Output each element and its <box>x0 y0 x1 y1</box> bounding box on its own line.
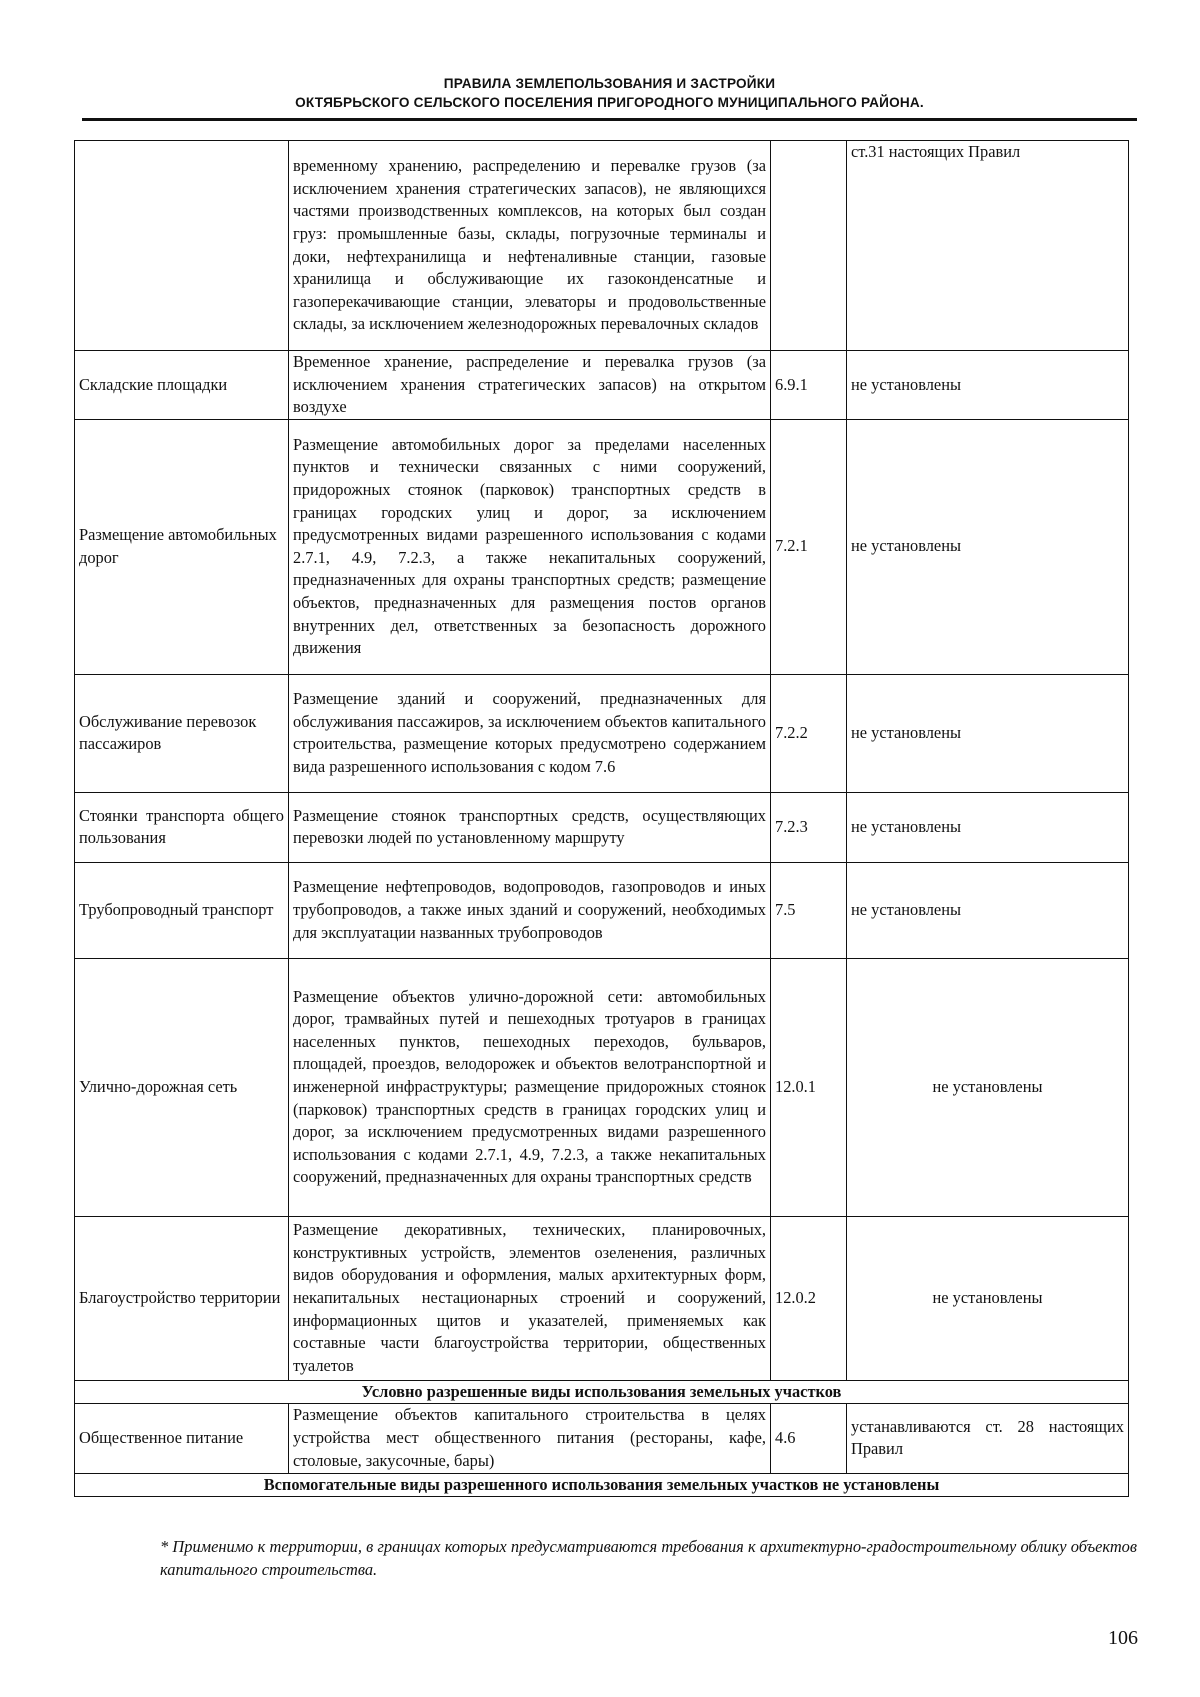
table-row <box>75 1216 1129 1380</box>
use-description-cell: Размещение нефтепроводов, водопроводов, газопроводов и иных трубопроводов, а также иных зданий и сооружений, необходимых для эксплуатации названных трубопроводов <box>289 862 771 958</box>
use-code-cell: 12.0.2 <box>771 1216 847 1380</box>
use-name-cell: Обслуживание перевозок пассажиров <box>75 674 289 792</box>
table-row <box>75 141 1129 351</box>
use-name-cell: Размещение автомобильных дорог <box>75 419 289 674</box>
document-header <box>82 74 1137 112</box>
use-params-cell: устанавливаются ст. 28 настоящих Правил <box>847 1403 1129 1473</box>
use-code-cell: 6.9.1 <box>771 351 847 420</box>
table-row <box>75 1403 1129 1473</box>
land-use-table <box>74 140 1129 1497</box>
section-auxiliary-title: Вспомогательные виды разрешенного использования земельных участков не установлены <box>75 1473 1129 1496</box>
use-params-cell: не установлены <box>847 674 1129 792</box>
use-name-cell: Складские площадки <box>75 351 289 420</box>
use-description-cell: Размещение стоянок транспортных средств, осуществляющих перевозки людей по установленному маршруту <box>289 792 771 862</box>
use-description-cell: Размещение объектов капитального строительства в целях устройства мест общественного питания (рестораны, кафе, столовые, закусочные, бары) <box>289 1403 771 1473</box>
section-conditional-title: Условно разрешенные виды использования земельных участков <box>75 1380 1129 1403</box>
table-row <box>75 351 1129 420</box>
table-row <box>75 419 1129 674</box>
use-description-cell: Размещение зданий и сооружений, предназначенных для обслуживания пассажиров, за исключением объектов капитального строительства, размещение которых предусмотрено содержанием вида разрешенного использования с кодом 7.6 <box>289 674 771 792</box>
use-code-cell: 7.2.3 <box>771 792 847 862</box>
use-description-cell: Размещение объектов улично-дорожной сети: автомобильных дорог, трамвайных путей и пешеходных тротуаров в границах населенных пунктов, пешеходных переходов, бульваров, площадей, проездов, велодорожек и объектов велотранспортной и инженерной инфраструктуры; размещение придорожных стоянок (парковок) транспортных средств в границах городских улиц и дорог, за исключением предусмотренных видами разрешенного использования с кодами 2.7.1, 4.9, 7.2.3, а также некапитальных сооружений, предназначенных для охраны транспортных средств <box>289 958 771 1216</box>
table-row <box>75 958 1129 1216</box>
header-line-2: ОКТЯБРЬСКОГО СЕЛЬСКОГО ПОСЕЛЕНИЯ ПРИГОРОДНОГО МУНИЦИПАЛЬНОГО РАЙОНА. <box>295 95 924 110</box>
use-params-cell: не установлены <box>847 792 1129 862</box>
use-code-cell: 7.2.1 <box>771 419 847 674</box>
use-description-cell: временному хранению, распределению и перевалке грузов (за исключением хранения стратегических запасов), не являющихся частями производственных комплексов, на которых был создан груз: промышленные базы, склады, погрузочные терминалы и доки, нефтехранилища и нефтеналивные станции, газовые хранилища и обслуживающие их газоконденсатные и газоперекачивающие станции, элеваторы и продовольственные склады, за исключением железнодорожных перевалочных складов <box>289 141 771 351</box>
use-name-cell: Общественное питание <box>75 1403 289 1473</box>
section-header-row <box>75 1473 1129 1496</box>
use-name-cell: Трубопроводный транспорт <box>75 862 289 958</box>
table-row <box>75 674 1129 792</box>
use-code-cell <box>771 141 847 351</box>
page-number: 106 <box>1108 1627 1138 1649</box>
use-params-cell: не установлены <box>847 862 1129 958</box>
use-params-cell: не установлены <box>847 351 1129 420</box>
use-params-cell: ст.31 настоящих Правил <box>847 141 1129 351</box>
table-row <box>75 862 1129 958</box>
use-code-cell: 7.5 <box>771 862 847 958</box>
use-code-cell: 12.0.1 <box>771 958 847 1216</box>
footnote: * Применимо к территории, в границах которых предусматриваются требования к архитектурно-градостроительному облику объектов капитального строительства. <box>160 1537 1137 1579</box>
use-name-cell <box>75 141 289 351</box>
use-params-cell: не установлены <box>847 1216 1129 1380</box>
use-params-cell: не установлены <box>847 958 1129 1216</box>
header-rule <box>82 118 1137 121</box>
use-name-cell: Улично-дорожная сеть <box>75 958 289 1216</box>
use-description-cell: Размещение декоративных, технических, планировочных, конструктивных устройств, элементов озеленения, различных видов оборудования и оформления, малых архитектурных форм, некапитальных нестационарных строений и сооружений, информационных щитов и указателей, применяемых как составные части благоустройства территории, общественных туалетов <box>289 1216 771 1380</box>
use-code-cell: 7.2.2 <box>771 674 847 792</box>
use-params-cell: не установлены <box>847 419 1129 674</box>
use-name-cell: Благоустройство территории <box>75 1216 289 1380</box>
section-header-row <box>75 1380 1129 1403</box>
use-name-cell: Стоянки транспорта общего пользования <box>75 792 289 862</box>
use-description-cell: Размещение автомобильных дорог за пределами населенных пунктов и технически связанных с ними сооружений, придорожных стоянок (парковок) транспортных средств в границах городских улиц и дорог, за исключением предусмотренных видами разрешенного использования с кодами 2.7.1, 4.9, 7.2.3, а также некапитальных сооружений, предназначенных для охраны транспортных средств; размещение объектов, предназначенных для размещения постов органов внутренних дел, ответственных за безопасность дорожного движения <box>289 419 771 674</box>
use-description-cell: Временное хранение, распределение и перевалка грузов (за исключением хранения стратегических запасов) на открытом воздухе <box>289 351 771 420</box>
header-line-1: ПРАВИЛА ЗЕМЛЕПОЛЬЗОВАНИЯ И ЗАСТРОЙКИ <box>443 76 776 91</box>
use-code-cell: 4.6 <box>771 1403 847 1473</box>
table-row <box>75 792 1129 862</box>
